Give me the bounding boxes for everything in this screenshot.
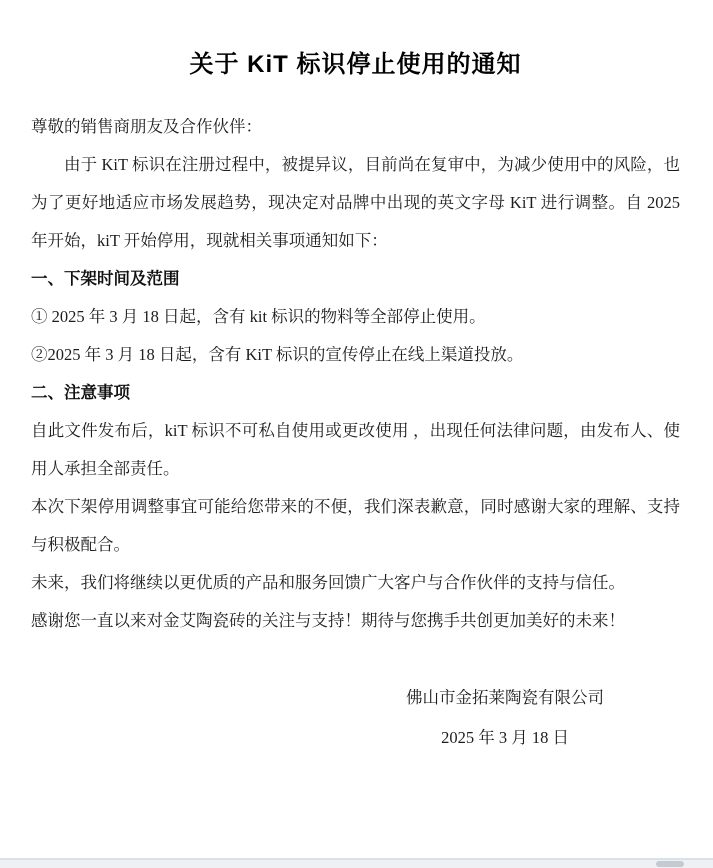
closing-paragraph-1: 未来，我们将继续以更优质的产品和服务回馈广大客户与合作伙伴的支持与信任。	[31, 573, 625, 592]
section-1-item-2: ②2025 年 3 月 18 日起，含有 KiT 标识的宣传停止在线上渠道投放。	[31, 345, 524, 364]
section-2-heading: 二、注意事项	[31, 384, 130, 402]
section-2-paragraph-2: 本次下架停用调整事宜可能给您带来的不便，我们深表歉意，同时感谢大家的理解、支持与积极配合。	[31, 497, 680, 554]
scrollbar-thumb[interactable]	[656, 861, 684, 867]
intro-paragraph: 由于 KiT 标识在注册过程中，被提异议，目前尚在复审中，为减少使用中的风险，也为了更好地适应市场发展趋势，现决定对品牌中出现的英文字母 KiT 进行调整。自 2025 年开始，kiT 开始停用，现就相关事项通知如下：	[31, 155, 680, 250]
document-body	[0, 86, 713, 758]
signature-block	[406, 678, 604, 758]
document-title: 关于 KiT 标识停止使用的通知	[189, 51, 522, 78]
signature-company-name: 佛山市金拓莱陶瓷有限公司	[406, 688, 604, 707]
horizontal-scrollbar[interactable]	[0, 858, 713, 868]
salutation-line: 尊敬的销售商朋友及合作伙伴：	[31, 117, 262, 136]
section-1-item-1: ① 2025 年 3 月 18 日起，含有 kit 标识的物料等全部停止使用。	[31, 307, 486, 326]
signature-date: 2025 年 3 月 18 日	[441, 728, 569, 747]
section-1-heading: 一、下架时间及范围	[31, 270, 180, 288]
section-2-paragraph-1: 自此文件发布后，kiT 标识不可私自使用或更改使用 ，出现任何法律问题，由发布人、使用人承担全部责任。	[31, 421, 680, 478]
closing-paragraph-2: 感谢您一直以来对金艾陶瓷砖的关注与支持！期待与您携手共创更加美好的未来！	[31, 611, 625, 630]
